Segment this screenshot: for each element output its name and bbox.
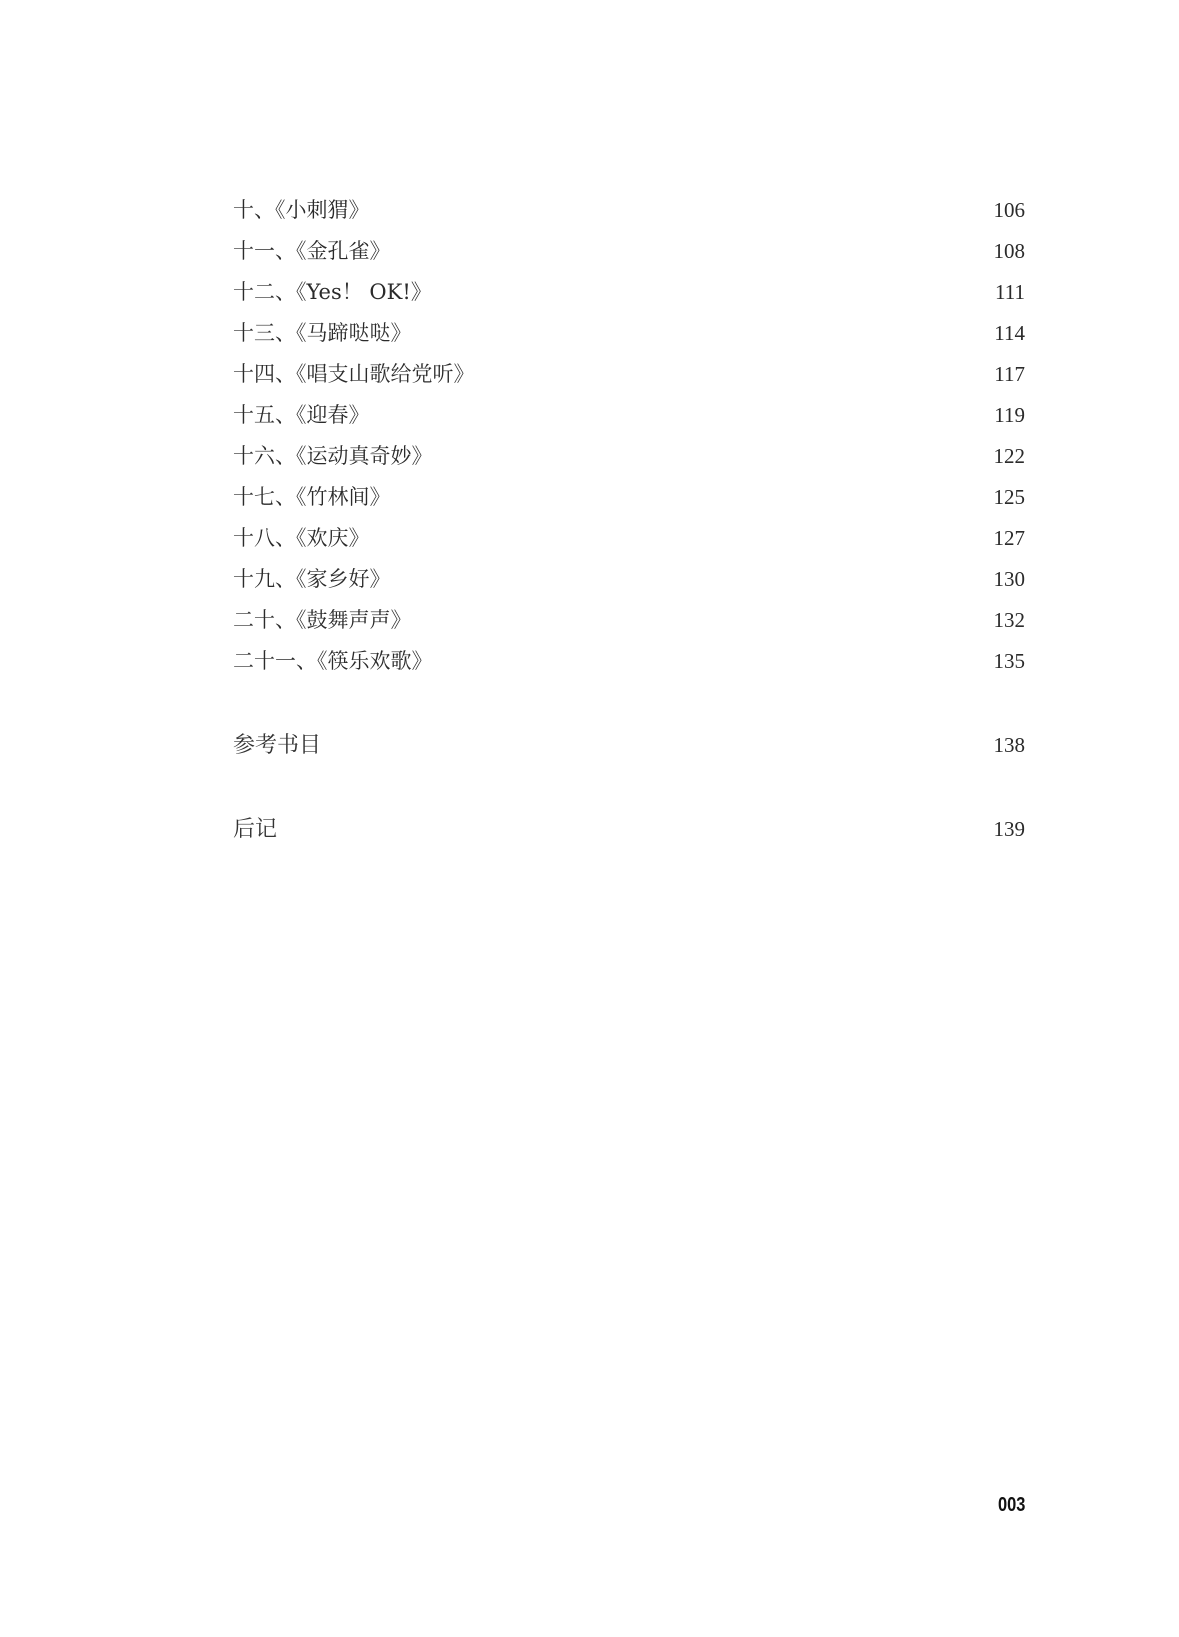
toc-entry-title: 十一、《金孔雀》 [233, 239, 391, 263]
toc-entry-page: 117 [994, 362, 1025, 386]
postscript-title: 后记 [233, 817, 278, 842]
toc-entry-title: 十五、《迎春》 [233, 403, 370, 427]
toc-entry-title: 十七、《竹林间》 [233, 485, 391, 509]
toc-entry-page: 132 [993, 608, 1025, 632]
toc-entry-title: 十二、《Yes！ OK!》 [233, 280, 432, 304]
toc-references-entry [233, 725, 1025, 766]
toc-entry-page: 119 [994, 403, 1025, 427]
toc-entry [233, 395, 1025, 436]
toc-entry-page: 114 [994, 321, 1025, 345]
toc-entry-title: 十六、《运动真奇妙》 [233, 444, 433, 468]
toc-entry-page: 122 [993, 444, 1025, 468]
toc-entry-page: 135 [993, 649, 1025, 673]
toc-entry-title: 十四、《唱支山歌给党听》 [233, 362, 475, 386]
toc-entry [233, 641, 1025, 682]
toc-postscript-entry [233, 809, 1025, 850]
toc-entry [233, 600, 1025, 641]
postscript-page: 139 [993, 817, 1025, 841]
references-page: 138 [993, 733, 1025, 757]
toc-entry-page: 127 [993, 526, 1025, 550]
toc-entry [233, 354, 1025, 395]
toc-list [233, 190, 1025, 682]
toc-entry [233, 477, 1025, 518]
toc-entry-page: 125 [993, 485, 1025, 509]
toc-entry [233, 272, 1025, 313]
toc-entry [233, 559, 1025, 600]
toc-entry-title: 十三、《马蹄哒哒》 [233, 321, 412, 345]
toc-entry-title: 二十、《鼓舞声声》 [233, 608, 412, 632]
toc-entry [233, 231, 1025, 272]
toc-entry [233, 313, 1025, 354]
toc-entry [233, 518, 1025, 559]
toc-entry-title: 十、《小刺猬》 [233, 198, 370, 222]
toc-entry-title: 二十一、《筷乐欢歌》 [233, 649, 433, 673]
page-number: 003 [997, 1494, 1025, 1516]
toc-entry-page: 106 [993, 198, 1025, 222]
toc-entry-page: 108 [993, 239, 1025, 263]
toc-entry-page: 130 [993, 567, 1025, 591]
toc-entry [233, 190, 1025, 231]
toc-entry-title: 十八、《欢庆》 [233, 526, 370, 550]
toc-entry [233, 436, 1025, 477]
toc-entry-title: 十九、《家乡好》 [233, 567, 391, 591]
references-title: 参考书目 [233, 733, 322, 758]
toc-entry-page: 111 [995, 280, 1025, 304]
